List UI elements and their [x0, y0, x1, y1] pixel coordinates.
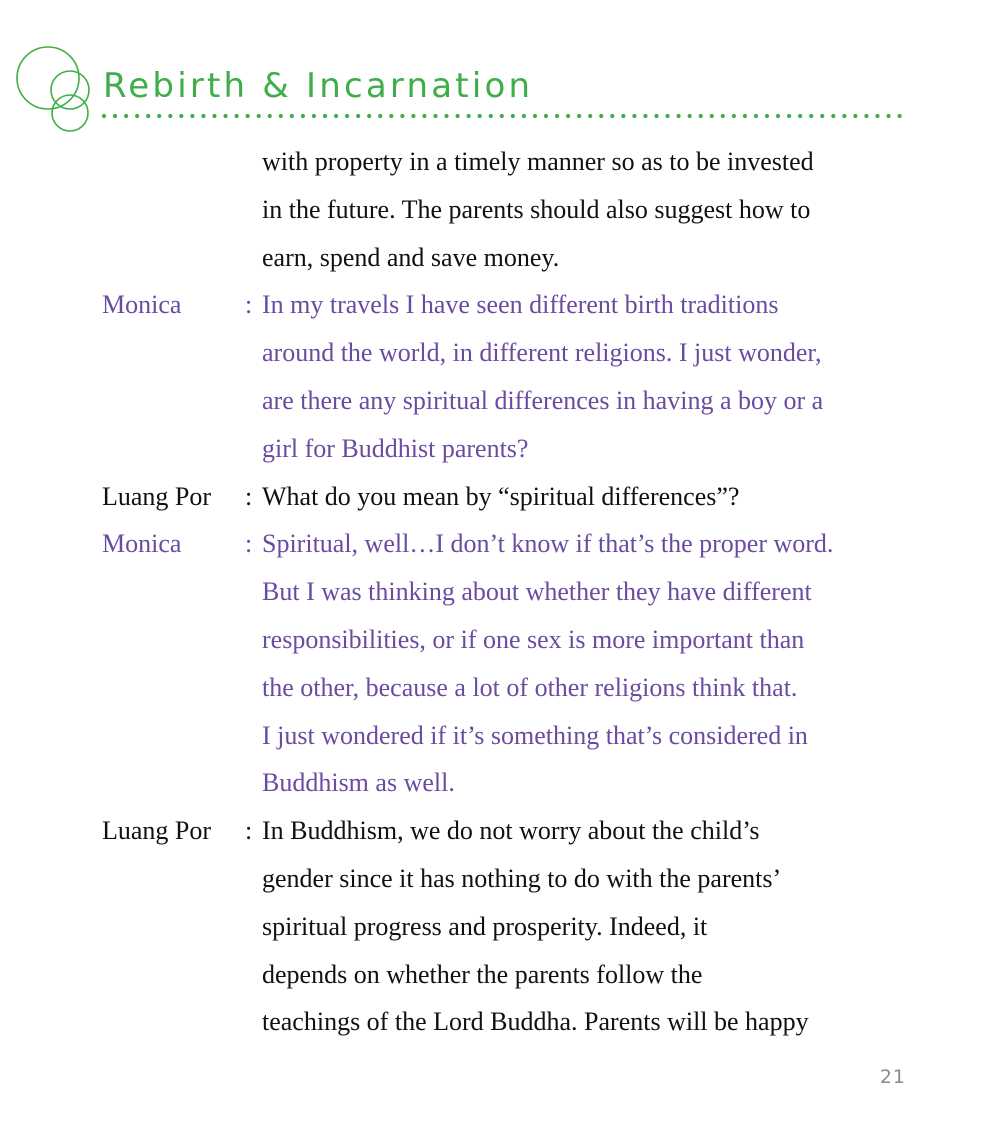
page-number: 21 [879, 1066, 906, 1088]
speaker-colon: : [245, 816, 253, 846]
line-text: are there any spiritual differences in having a boy or a [262, 385, 824, 415]
transcript-line [0, 712, 1000, 760]
line-text: depends on whether the parents follow the [262, 959, 703, 989]
line-text: girl for Buddhist parents? [262, 433, 529, 463]
page-header [0, 0, 1000, 140]
transcript-line [0, 425, 1000, 473]
dialogue-transcript [0, 138, 1000, 1046]
transcript-line [0, 855, 1000, 903]
line-text: gender since it has nothing to do with the parents’ [262, 863, 782, 893]
transcript-line [0, 759, 1000, 807]
transcript-line [0, 329, 1000, 377]
transcript-line [0, 138, 1000, 186]
line-text: around the world, in different religions. I just wonder, [262, 338, 822, 368]
speaker-colon: : [245, 481, 253, 511]
line-text: responsibilities, or if one sex is more important than [262, 624, 805, 654]
line-text: In Buddhism, we do not worry about the child’s [262, 816, 760, 846]
transcript-line [0, 903, 1000, 951]
line-text: in the future. The parents should also suggest how to [262, 194, 811, 224]
line-text: with property in a timely manner so as to be invested [262, 147, 814, 176]
speaker-colon: : [245, 529, 253, 559]
transcript-line [0, 998, 1000, 1046]
line-text: earn, spend and save money. [262, 242, 560, 272]
speaker-name: Monica [102, 290, 182, 320]
line-text: teachings of the Lord Buddha. Parents will be happy [262, 1007, 809, 1037]
transcript-line [0, 281, 1000, 329]
transcript-line [0, 520, 1000, 568]
line-text: Buddhism as well. [262, 768, 455, 798]
line-text: I just wondered if it’s something that’s considered in [262, 720, 808, 750]
transcript-line [0, 234, 1000, 282]
transcript-line [0, 616, 1000, 664]
line-text: What do you mean by “spiritual differences”? [262, 481, 740, 511]
transcript-line [0, 807, 1000, 855]
interlocking-circles-logo-icon [14, 40, 114, 136]
speaker-name: Monica [102, 529, 182, 559]
transcript-line [0, 951, 1000, 999]
line-text: But I was thinking about whether they have different [262, 577, 812, 607]
transcript-line [0, 377, 1000, 425]
line-text: the other, because a lot of other religions think that. [262, 672, 798, 702]
speaker-name: Luang Por [102, 816, 212, 846]
speaker-name: Luang Por [102, 481, 212, 511]
transcript-line [0, 664, 1000, 712]
transcript-line [0, 568, 1000, 616]
transcript-line [0, 186, 1000, 234]
line-text: Spiritual, well…I don’t know if that’s the proper word. [262, 529, 834, 559]
line-text: In my travels I have seen different birth traditions [262, 290, 779, 320]
transcript-line [0, 473, 1000, 521]
dotted-divider [100, 112, 906, 120]
speaker-colon: : [245, 290, 253, 320]
section-title: Rebirth & Incarnation [103, 66, 534, 106]
line-text: spiritual progress and prosperity. Indeed, it [262, 911, 708, 941]
